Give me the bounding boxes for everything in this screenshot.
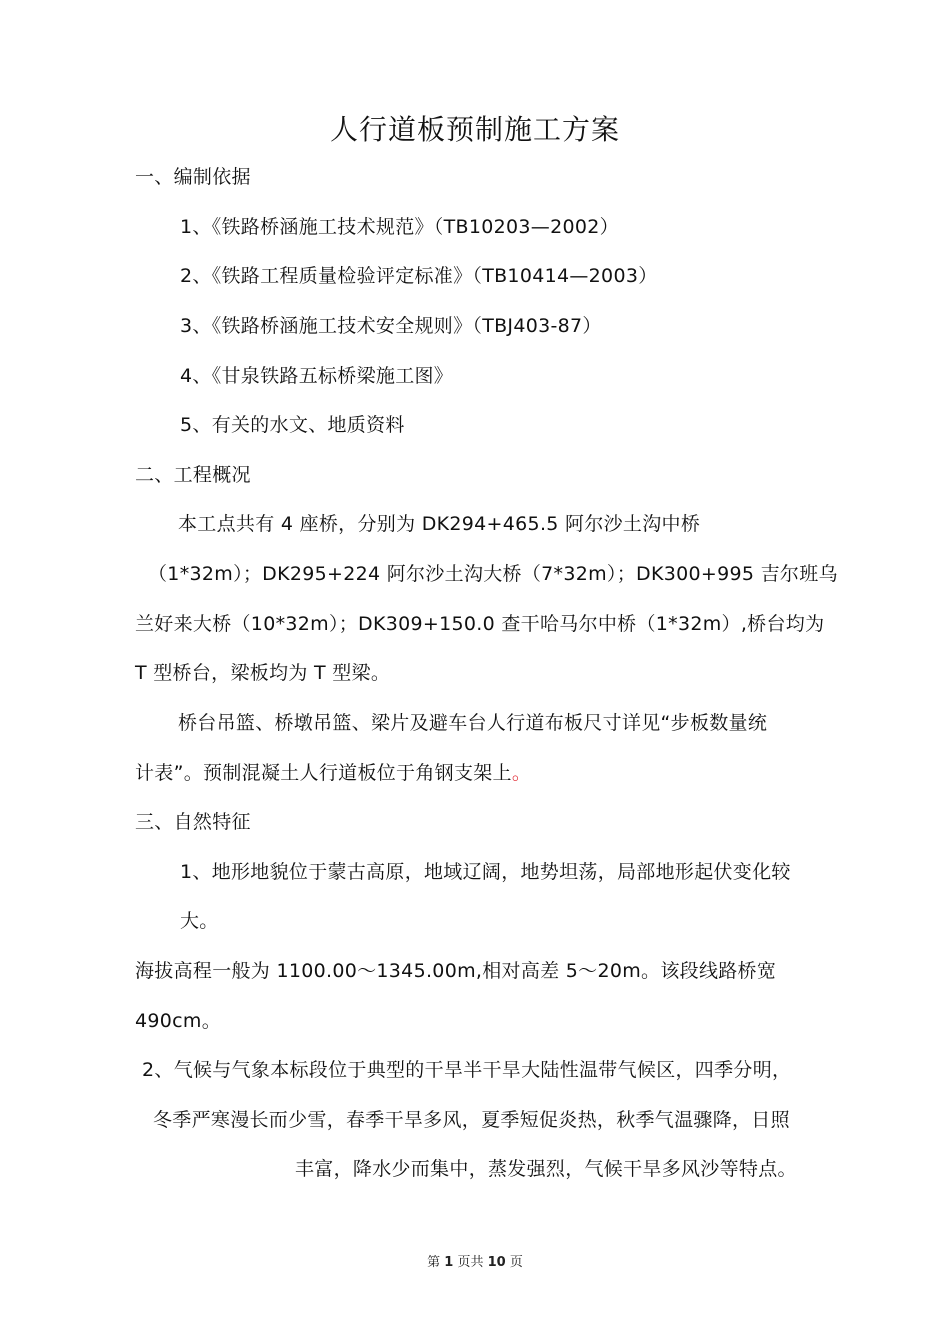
section-heading-basis: 一、编制依据 — [135, 166, 251, 188]
climate-line-3: 丰富，降水少而集中，蒸发强烈，气候干旱多风沙等特点。 — [295, 1158, 797, 1180]
walkway-paragraph-period: 。 — [511, 762, 532, 784]
overview-paragraph-line-1: 本工点共有 4 座桥，分别为 DK294+465.5 阿尔沙土沟中桥 — [178, 513, 701, 535]
section-heading-natural: 三、自然特征 — [135, 811, 251, 833]
overview-paragraph-line-3: 兰好来大桥（10*32m）；DK309+150.0 查干哈马尔中桥（1*32m）,桥台均为 — [135, 613, 825, 635]
footer-prefix: 第 — [427, 1255, 441, 1270]
document-title: 人行道板预制施工方案 — [329, 113, 620, 146]
footer-middle: 页共 — [457, 1255, 484, 1270]
overview-paragraph-line-2: （1*32m）；DK295+224 阿尔沙土沟大桥（7*32m）；DK300+995 吉尔班乌 — [148, 563, 838, 585]
elevation-line-2: 490cm。 — [135, 1010, 222, 1032]
climate-line-2: 冬季严寒漫长而少雪，春季干旱多风，夏季短促炎热，秋季气温骤降，日照 — [153, 1109, 790, 1131]
walkway-paragraph-line-1: 桥台吊篮、桥墩吊篮、梁片及避车台人行道布板尺寸详见“步板数量统 — [178, 712, 768, 734]
basis-item-4: 4、《甘泉铁路五标桥梁施工图》 — [180, 365, 454, 387]
footer-suffix: 页 — [509, 1255, 523, 1270]
walkway-paragraph-line-2 — [135, 761, 531, 785]
walkway-paragraph-text: 计表”。预制混凝土人行道板位于角钢支架上 — [135, 762, 512, 784]
climate-line-1: 2、气候与气象本标段位于典型的干旱半干旱大陆性温带气候区，四季分明， — [142, 1059, 792, 1081]
basis-item-1: 1、《铁路桥涵施工技术规范》（TB10203—2002） — [180, 216, 619, 238]
elevation-line-1: 海拔高程一般为 1100.00～1345.00m,相对高差 5～20m。该段线路桥宽 — [135, 960, 777, 982]
footer-page-number: 1 — [444, 1255, 454, 1270]
footer-page-total: 10 — [487, 1255, 506, 1270]
section-heading-overview: 二、工程概况 — [135, 464, 251, 486]
basis-item-2: 2、《铁路工程质量检验评定标准》（TB10414—2003） — [180, 265, 658, 287]
page-footer — [0, 1255, 950, 1271]
basis-item-3: 3、《铁路桥涵施工技术安全规则》（TBJ403-87） — [180, 315, 602, 337]
basis-item-5: 5、有关的水文、地质资料 — [180, 414, 405, 436]
overview-paragraph-line-4: T 型桥台，梁板均为 T 型梁。 — [135, 662, 391, 684]
terrain-line-1: 1、地形地貌位于蒙古高原，地域辽阔，地势坦荡，局部地形起伏变化较 — [180, 861, 791, 883]
terrain-line-2: 大。 — [180, 910, 219, 932]
